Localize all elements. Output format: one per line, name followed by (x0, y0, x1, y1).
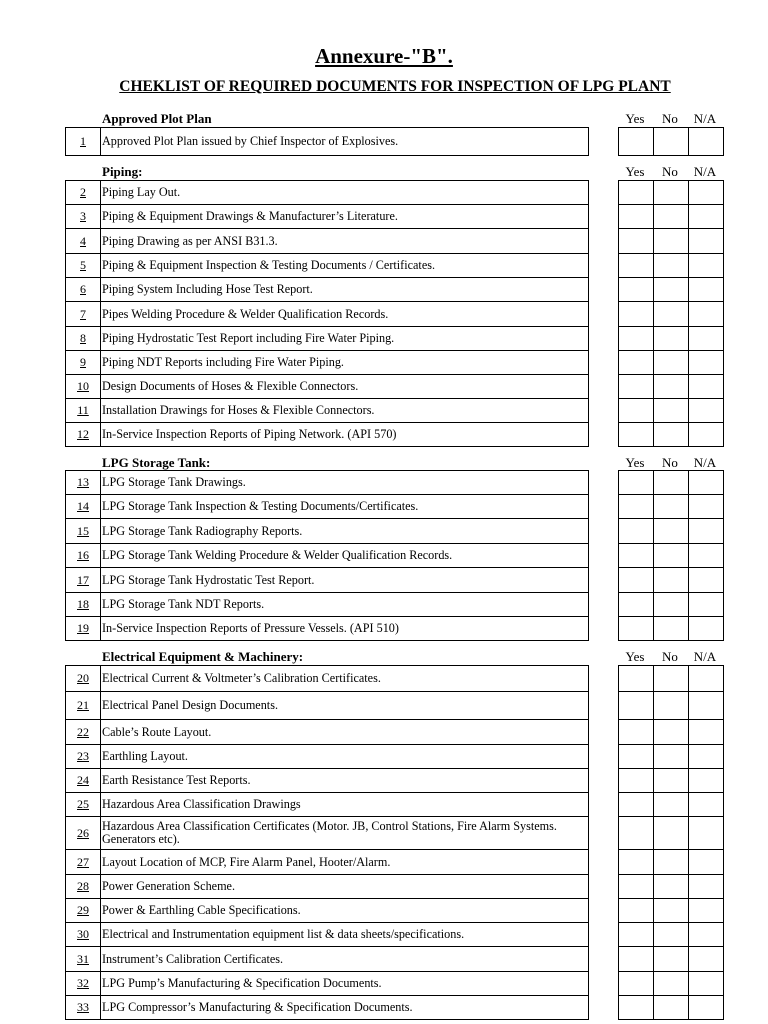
checkbox-yes[interactable] (618, 995, 654, 1020)
item-description: LPG Storage Tank Hydrostatic Test Report. (100, 567, 589, 593)
item-description: LPG Storage Tank NDT Reports. (100, 592, 589, 617)
item-description: Piping & Equipment Inspection & Testing Documents / Certificates. (100, 253, 589, 278)
item-description: Hazardous Area Classification Drawings (100, 792, 589, 817)
checkbox-na[interactable] (688, 228, 724, 254)
checkbox-no[interactable] (653, 898, 689, 923)
checkbox-na[interactable] (688, 301, 724, 327)
column-header-yes: Yes (625, 164, 645, 179)
item-description: Approved Plot Plan issued by Chief Inspector of Explosives. (100, 127, 589, 156)
item-number: 21 (65, 691, 101, 720)
checkbox-yes[interactable] (618, 301, 654, 327)
checkbox-yes[interactable] (618, 543, 654, 568)
checkbox-na[interactable] (688, 874, 724, 899)
checkbox-no[interactable] (653, 768, 689, 793)
checkbox-yes[interactable] (618, 616, 654, 641)
checkbox-na[interactable] (688, 592, 724, 617)
checkbox-na[interactable] (688, 691, 724, 720)
checkbox-no[interactable] (653, 744, 689, 769)
checkbox-no[interactable] (653, 374, 689, 399)
column-header-no: No (662, 455, 678, 470)
item-description: Electrical Current & Voltmeter’s Calibration Certificates. (100, 665, 589, 692)
checkbox-na[interactable] (688, 127, 724, 156)
checkbox-yes[interactable] (618, 180, 654, 205)
checkbox-yes[interactable] (618, 374, 654, 399)
item-number: 26 (65, 816, 101, 850)
checkbox-yes[interactable] (618, 422, 654, 447)
item-description: Hazardous Area Classification Certificates (Motor. JB, Control Stations, Fire Alarm Systems. Generators etc). (100, 816, 589, 850)
checkbox-no[interactable] (653, 253, 689, 278)
checkbox-yes[interactable] (618, 971, 654, 996)
item-description: Layout Location of MCP, Fire Alarm Panel, Hooter/Alarm. (100, 849, 589, 875)
item-number: 13 (65, 470, 101, 495)
checkbox-no[interactable] (653, 592, 689, 617)
checkbox-no[interactable] (653, 127, 689, 156)
checkbox-yes[interactable] (618, 792, 654, 817)
checkbox-no[interactable] (653, 326, 689, 351)
checkbox-no[interactable] (653, 792, 689, 817)
checkbox-no[interactable] (653, 398, 689, 423)
checkbox-yes[interactable] (618, 253, 654, 278)
checkbox-na[interactable] (688, 816, 724, 850)
checkbox-no[interactable] (653, 277, 689, 302)
checkbox-yes[interactable] (618, 665, 654, 692)
page-title: Annexure-"B". (315, 44, 453, 68)
item-number: 11 (65, 398, 101, 423)
checkbox-na[interactable] (688, 922, 724, 947)
item-number: 32 (65, 971, 101, 996)
checkbox-na[interactable] (688, 470, 724, 495)
checkbox-no[interactable] (653, 691, 689, 720)
checkbox-na[interactable] (688, 971, 724, 996)
checkbox-no[interactable] (653, 816, 689, 850)
item-number: 8 (65, 326, 101, 351)
item-description: Earth Resistance Test Reports. (100, 768, 589, 793)
checkbox-no[interactable] (653, 719, 689, 745)
item-number: 18 (65, 592, 101, 617)
item-number: 9 (65, 350, 101, 375)
checkbox-na[interactable] (688, 616, 724, 641)
item-number: 5 (65, 253, 101, 278)
item-number: 24 (65, 768, 101, 793)
checkbox-yes[interactable] (618, 898, 654, 923)
checkbox-no[interactable] (653, 470, 689, 495)
checkbox-yes[interactable] (618, 849, 654, 875)
item-description: Electrical and Instrumentation equipment list & data sheets/specifications. (100, 922, 589, 947)
item-description: Earthling Layout. (100, 744, 589, 769)
item-number: 1 (65, 127, 101, 156)
checkbox-yes[interactable] (618, 204, 654, 229)
item-description: Piping & Equipment Drawings & Manufacturer’s Literature. (100, 204, 589, 229)
checkbox-yes[interactable] (618, 874, 654, 899)
item-description: Power & Earthling Cable Specifications. (100, 898, 589, 923)
checkbox-yes[interactable] (618, 768, 654, 793)
column-header-yes: Yes (625, 455, 645, 470)
item-number: 29 (65, 898, 101, 923)
checkbox-na[interactable] (688, 326, 724, 351)
item-number: 12 (65, 422, 101, 447)
column-header-na: N/A (693, 649, 717, 664)
item-number: 14 (65, 494, 101, 519)
column-header-na: N/A (693, 455, 717, 470)
checkbox-no[interactable] (653, 874, 689, 899)
column-header-no: No (662, 649, 678, 664)
item-number: 20 (65, 665, 101, 692)
checkbox-na[interactable] (688, 946, 724, 972)
item-number: 3 (65, 204, 101, 229)
checkbox-na[interactable] (688, 350, 724, 375)
item-number: 6 (65, 277, 101, 302)
checkbox-na[interactable] (688, 744, 724, 769)
column-header-na: N/A (693, 111, 717, 126)
item-number: 15 (65, 518, 101, 544)
section-title: LPG Storage Tank: (102, 455, 211, 470)
page-subtitle: CHEKLIST OF REQUIRED DOCUMENTS FOR INSPECTION OF LPG PLANT (119, 78, 671, 95)
item-description: LPG Pump’s Manufacturing & Specification Documents. (100, 971, 589, 996)
checkbox-yes[interactable] (618, 277, 654, 302)
section-title: Electrical Equipment & Machinery: (102, 649, 304, 664)
item-description: Piping Hydrostatic Test Report including Fire Water Piping. (100, 326, 589, 351)
item-number: 10 (65, 374, 101, 399)
checkbox-no[interactable] (653, 665, 689, 692)
item-description: In-Service Inspection Reports of Pressure Vessels. (API 510) (100, 616, 589, 641)
item-number: 28 (65, 874, 101, 899)
checkbox-no[interactable] (653, 922, 689, 947)
checkbox-yes[interactable] (618, 691, 654, 720)
checkbox-na[interactable] (688, 665, 724, 692)
checkbox-na[interactable] (688, 792, 724, 817)
column-header-yes: Yes (625, 111, 645, 126)
checkbox-na[interactable] (688, 494, 724, 519)
item-description: In-Service Inspection Reports of Piping Network. (API 570) (100, 422, 589, 447)
item-number: 2 (65, 180, 101, 205)
item-number: 22 (65, 719, 101, 745)
item-description: Piping Lay Out. (100, 180, 589, 205)
checkbox-no[interactable] (653, 228, 689, 254)
item-number: 17 (65, 567, 101, 593)
checkbox-na[interactable] (688, 204, 724, 229)
item-description: LPG Compressor’s Manufacturing & Specification Documents. (100, 995, 589, 1020)
item-number: 25 (65, 792, 101, 817)
checkbox-na[interactable] (688, 849, 724, 875)
checkbox-na[interactable] (688, 253, 724, 278)
checkbox-na[interactable] (688, 374, 724, 399)
item-number: 7 (65, 301, 101, 327)
checkbox-na[interactable] (688, 768, 724, 793)
checkbox-yes[interactable] (618, 567, 654, 593)
item-description: LPG Storage Tank Welding Procedure & Welder Qualification Records. (100, 543, 589, 568)
checkbox-no[interactable] (653, 995, 689, 1020)
checkbox-yes[interactable] (618, 719, 654, 745)
checkbox-yes[interactable] (618, 350, 654, 375)
checkbox-yes[interactable] (618, 816, 654, 850)
checkbox-no[interactable] (653, 204, 689, 229)
checkbox-no[interactable] (653, 301, 689, 327)
checkbox-na[interactable] (688, 518, 724, 544)
item-number: 4 (65, 228, 101, 254)
section-title: Approved Plot Plan (102, 111, 212, 126)
checkbox-na[interactable] (688, 995, 724, 1020)
section-title: Piping: (102, 164, 143, 179)
checkbox-yes[interactable] (618, 127, 654, 156)
checkbox-yes[interactable] (618, 518, 654, 544)
checkbox-no[interactable] (653, 494, 689, 519)
checkbox-yes[interactable] (618, 326, 654, 351)
checkbox-na[interactable] (688, 543, 724, 568)
checkbox-na[interactable] (688, 180, 724, 205)
checkbox-yes[interactable] (618, 922, 654, 947)
column-header-na: N/A (693, 164, 717, 179)
item-description: Cable’s Route Layout. (100, 719, 589, 745)
item-description: LPG Storage Tank Inspection & Testing Documents/Certificates. (100, 494, 589, 519)
checkbox-no[interactable] (653, 849, 689, 875)
checkbox-no[interactable] (653, 543, 689, 568)
checkbox-yes[interactable] (618, 494, 654, 519)
checkbox-yes[interactable] (618, 744, 654, 769)
checkbox-no[interactable] (653, 616, 689, 641)
checkbox-yes[interactable] (618, 946, 654, 972)
checkbox-no[interactable] (653, 422, 689, 447)
item-description: Power Generation Scheme. (100, 874, 589, 899)
item-number: 23 (65, 744, 101, 769)
checkbox-yes[interactable] (618, 398, 654, 423)
column-header-yes: Yes (625, 649, 645, 664)
checkbox-yes[interactable] (618, 470, 654, 495)
item-description: Pipes Welding Procedure & Welder Qualification Records. (100, 301, 589, 327)
item-number: 16 (65, 543, 101, 568)
checkbox-na[interactable] (688, 277, 724, 302)
item-description: Instrument’s Calibration Certificates. (100, 946, 589, 972)
item-description: Piping System Including Hose Test Report. (100, 277, 589, 302)
checkbox-no[interactable] (653, 518, 689, 544)
item-number: 31 (65, 946, 101, 972)
checkbox-na[interactable] (688, 898, 724, 923)
item-description: Design Documents of Hoses & Flexible Connectors. (100, 374, 589, 399)
checkbox-no[interactable] (653, 180, 689, 205)
checkbox-no[interactable] (653, 946, 689, 972)
checkbox-no[interactable] (653, 350, 689, 375)
column-header-no: No (662, 164, 678, 179)
item-number: 30 (65, 922, 101, 947)
item-number: 33 (65, 995, 101, 1020)
item-description: LPG Storage Tank Radiography Reports. (100, 518, 589, 544)
item-number: 27 (65, 849, 101, 875)
checkbox-na[interactable] (688, 422, 724, 447)
checkbox-na[interactable] (688, 719, 724, 745)
checkbox-no[interactable] (653, 567, 689, 593)
column-header-no: No (662, 111, 678, 126)
checkbox-no[interactable] (653, 971, 689, 996)
item-description: Installation Drawings for Hoses & Flexible Connectors. (100, 398, 589, 423)
checkbox-yes[interactable] (618, 228, 654, 254)
item-description: LPG Storage Tank Drawings. (100, 470, 589, 495)
checkbox-na[interactable] (688, 398, 724, 423)
checkbox-na[interactable] (688, 567, 724, 593)
item-description: Electrical Panel Design Documents. (100, 691, 589, 720)
checkbox-yes[interactable] (618, 592, 654, 617)
item-number: 19 (65, 616, 101, 641)
item-description: Piping NDT Reports including Fire Water Piping. (100, 350, 589, 375)
item-description: Piping Drawing as per ANSI B31.3. (100, 228, 589, 254)
